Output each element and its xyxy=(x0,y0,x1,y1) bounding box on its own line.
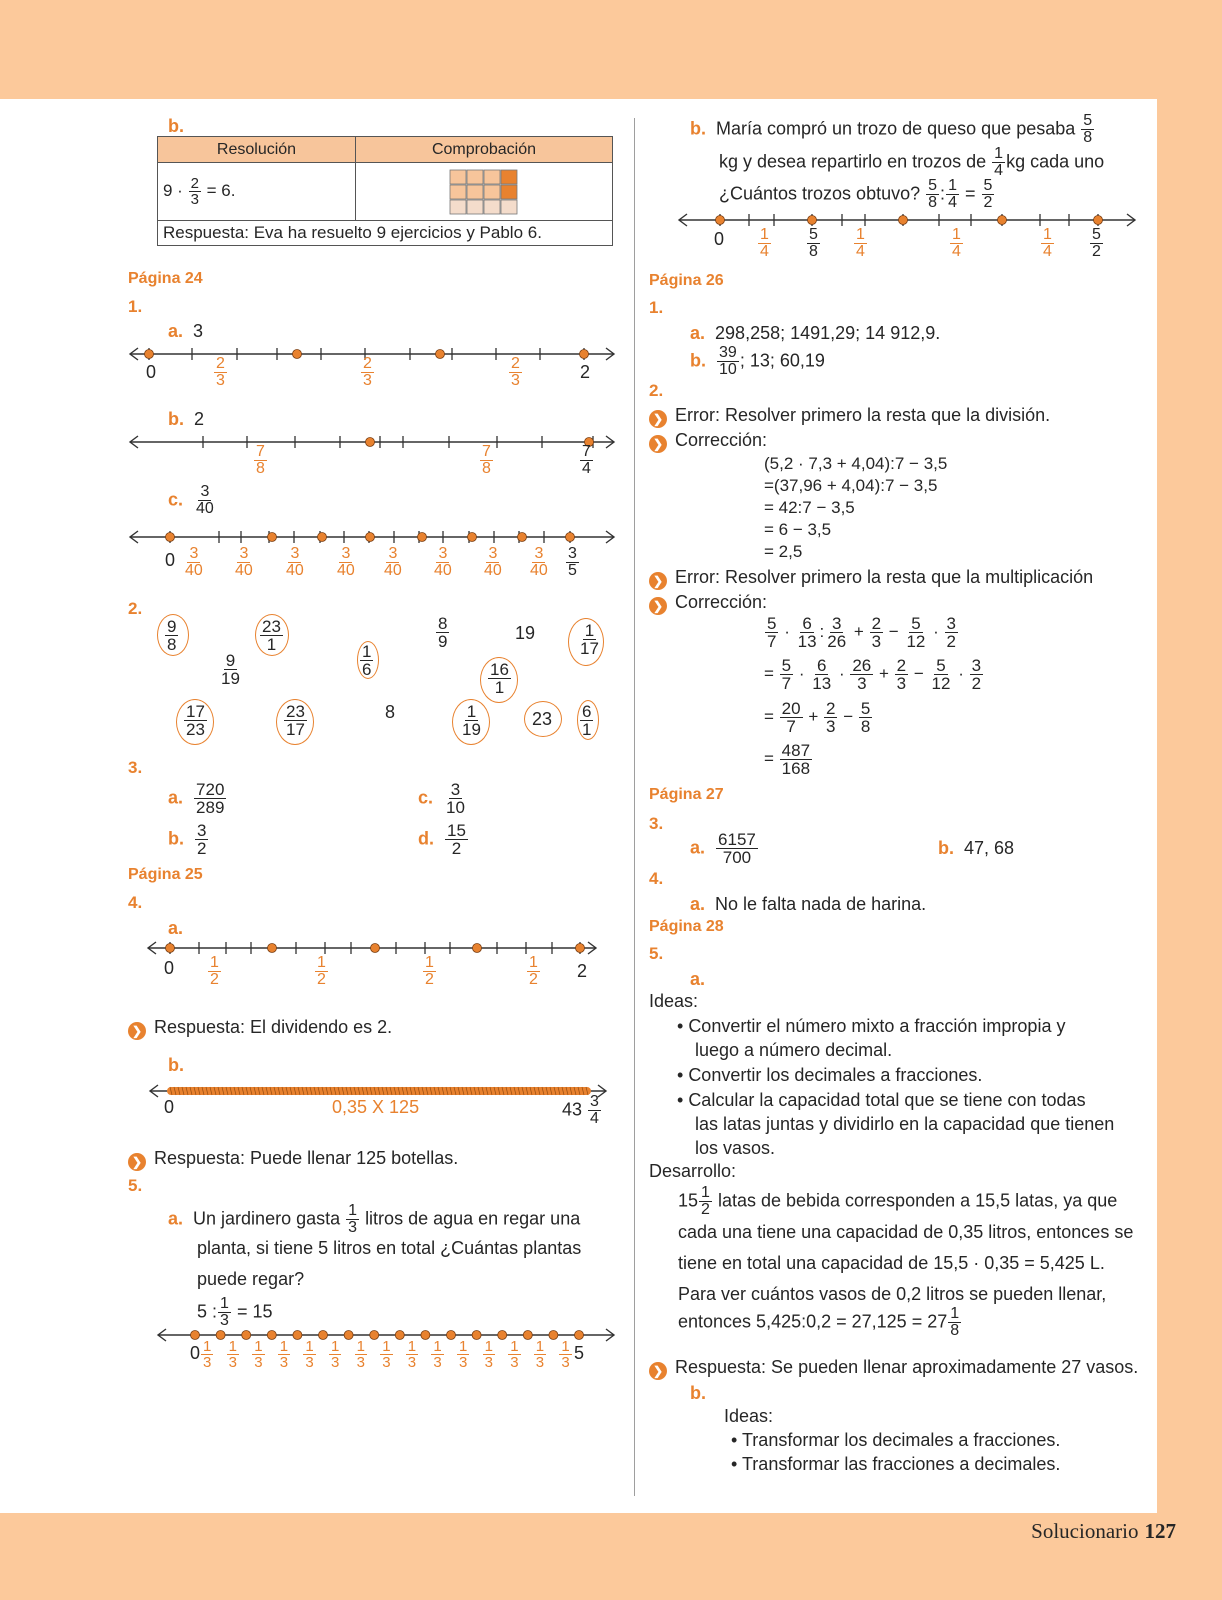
grid-cell xyxy=(501,185,517,199)
tick-fraction: $\frac{1}{3}$ xyxy=(279,1338,289,1371)
point-marker xyxy=(166,944,175,953)
problem-5a-line3: puede regar? xyxy=(197,1269,305,1289)
exercise-number: 5. xyxy=(128,1176,143,1195)
point-marker xyxy=(319,1331,328,1340)
tick-fraction: $\frac{3}{40}$ xyxy=(185,545,203,579)
fraction: $\frac{9}{19}$ xyxy=(221,651,240,688)
point-marker xyxy=(716,216,725,225)
table-answer: Respuesta: Eva ha resuelto 9 ejercicios y Pablo 6. xyxy=(158,221,613,246)
point-marker xyxy=(395,1331,404,1340)
item-b: b. 2 xyxy=(168,409,205,429)
expression-line: = $\frac{20}{7}$ + $\frac{2}{3}$ − $\frac{5}{8}$ xyxy=(764,699,871,736)
tick-fraction: $\frac{1}{2}$ xyxy=(210,954,219,988)
equation-5a: 5 : $\frac{1}{3}$ = 15 xyxy=(197,1295,273,1329)
problem-b-line2: kg y desea repartirlo en trozos de $\frac{1}{4}$ kg cada uno xyxy=(719,145,1105,179)
bullet-item-cont: las latas juntas y dividirlo en la capacidad que tienen xyxy=(695,1114,1115,1134)
arrow-bullet-icon: ❯ xyxy=(649,572,667,590)
point-marker xyxy=(268,533,277,542)
point-marker xyxy=(447,1331,456,1340)
section-label: Ideas: xyxy=(724,1406,774,1426)
answer-3a: a. $\frac{6157}{700}$ xyxy=(690,830,756,867)
point-marker xyxy=(344,1331,353,1340)
calc-line: = 6 − 3,5 xyxy=(764,520,832,539)
tick-fraction: $\frac{1}{3}$ xyxy=(510,1338,519,1371)
bullet-item-cont: los vasos. xyxy=(695,1138,776,1158)
development-line: cada una tiene una capacidad de 0,35 litros, entonces se xyxy=(678,1222,1134,1242)
point-marker xyxy=(191,1331,200,1340)
tick-fraction: $\frac{1}{3}$ xyxy=(484,1338,493,1371)
development-line: Para ver cuántos vasos de 0,2 litros se pueden llenar, xyxy=(678,1284,1107,1304)
point-marker xyxy=(473,944,482,953)
number: 19 xyxy=(515,623,536,643)
problem-5a-line2: planta, si tiene 5 litros en total ¿Cuántas plantas xyxy=(197,1238,582,1258)
tick-mixed-number: 43 $\frac{3}{4}$ xyxy=(562,1093,599,1127)
tick-fraction: $\frac{1}{3}$ xyxy=(305,1338,314,1371)
tick-fraction: $\frac{1}{4}$ xyxy=(856,226,865,260)
resolution-cell: 9 · $\frac{2}{3}$ = 6. xyxy=(158,163,356,221)
tick-fraction: $\frac{1}{3}$ xyxy=(203,1338,212,1371)
number-line-rb xyxy=(0,208,1222,238)
fraction: $\frac{23}{1}$ xyxy=(262,617,281,654)
tick-fraction: $\frac{2}{3}$ xyxy=(216,355,225,389)
tick-fraction: $\frac{5}{2}$ xyxy=(1092,226,1101,260)
point-marker xyxy=(318,533,327,542)
item-label: b. xyxy=(168,116,184,136)
tick-label: 0 xyxy=(190,1343,201,1363)
item-label: a. xyxy=(690,969,706,989)
bullet-item-cont: luego a número decimal. xyxy=(695,1040,893,1060)
page-number: 127 xyxy=(1144,1519,1176,1543)
problem-b-line3: ¿Cuántos trozos obtuvo? $\frac{5}{8}$ : $\frac{1}{4}$ = $\frac{5}{2}$ xyxy=(719,177,993,211)
fraction: $\frac{16}{1}$ xyxy=(490,660,509,697)
fraction: $\frac{1}{6}$ xyxy=(362,642,372,679)
answer-3b: b. $\frac{3}{2}$ xyxy=(168,821,207,858)
development-line: 15 $\frac{1}{2}$ latas de bebida corresponden a 15,5 latas, ya que xyxy=(678,1184,1118,1218)
page-ref-28: Página 28 xyxy=(649,918,724,935)
arrow-bullet-icon: ❯ xyxy=(649,1362,667,1380)
tick-label: 2 xyxy=(580,362,591,382)
tick-fraction: $\frac{1}{2}$ xyxy=(317,954,326,988)
page-ref-25: Página 25 xyxy=(128,866,203,883)
line-annotation: 0,35 X 125 xyxy=(332,1097,420,1117)
answer-line: ❯ Respuesta: El dividendo es 2. xyxy=(128,1016,392,1040)
point-marker xyxy=(575,1331,584,1340)
expression-line: = $\frac{487}{168}$ xyxy=(764,741,811,778)
point-marker xyxy=(421,1331,430,1340)
arrow-bullet-icon: ❯ xyxy=(649,597,667,615)
tick-label: 0 xyxy=(165,550,176,570)
tick-label: 0 xyxy=(164,1097,175,1117)
item-a: a. 3 xyxy=(168,321,204,341)
error-line: ❯ Error: Resolver primero la resta que la multiplicación xyxy=(649,566,1093,590)
grid-cell xyxy=(450,185,466,199)
tick-fraction: $\frac{3}{40}$ xyxy=(286,545,304,579)
tick-fraction: $\frac{1}{3}$ xyxy=(459,1338,468,1371)
point-marker xyxy=(580,350,589,359)
point-marker xyxy=(549,1331,558,1340)
exercise-number: 1. xyxy=(649,298,664,317)
answer-4a: a. No le falta nada de harina. xyxy=(690,894,927,914)
bullet-item: • Convertir el número mixto a fracción impropia y xyxy=(677,1016,1066,1036)
grid-cell xyxy=(467,170,483,184)
tick-fraction: $\frac{1}{4}$ xyxy=(1043,226,1052,260)
expression-line: $\frac{5}{7}$ · $\frac{6}{13}$ : $\frac{3}{26}$ + $\frac{2}{3}$ − $\frac{5}{12}$ · $\frac{3}{2}$ xyxy=(767,614,956,651)
number: 23 xyxy=(532,709,553,729)
calc-line: = 42:7 − 3,5 xyxy=(764,498,855,517)
item-label: b. xyxy=(690,1383,706,1403)
page-footer xyxy=(1031,1519,1176,1544)
footer-label: Solucionario xyxy=(1031,1519,1139,1543)
point-marker xyxy=(1094,216,1103,225)
number: 8 xyxy=(385,702,396,722)
tick-label: 0 xyxy=(146,362,157,382)
fraction: $\frac{6}{1}$ xyxy=(582,702,592,739)
tick-fraction: $\frac{1}{3}$ xyxy=(382,1338,391,1371)
point-marker xyxy=(216,1331,225,1340)
grid-cell xyxy=(484,185,500,199)
point-marker xyxy=(366,533,375,542)
fraction: $\frac{1}{19}$ xyxy=(462,702,481,739)
correction-line: ❯ Corrección: xyxy=(649,591,767,615)
bullet-item: • Convertir los decimales a fracciones. xyxy=(677,1065,983,1085)
tick-label: 0 xyxy=(164,958,175,978)
answer-1b: b. $\frac{39}{10}$ ; 13; 60,19 xyxy=(690,344,825,378)
point-marker xyxy=(436,350,445,359)
exercise-number: 1. xyxy=(128,297,143,316)
point-marker xyxy=(523,1331,532,1340)
point-marker xyxy=(145,350,154,359)
calc-line: =(37,96 + 4,04):7 − 3,5 xyxy=(764,476,938,495)
point-marker xyxy=(808,216,817,225)
answer-3d: d. $\frac{15}{2}$ xyxy=(418,821,466,858)
point-marker xyxy=(293,350,302,359)
fraction: $\frac{23}{17}$ xyxy=(286,702,305,739)
tick-fraction: $\frac{3}{40}$ xyxy=(337,545,355,579)
tick-fraction: $\frac{1}{3}$ xyxy=(561,1338,570,1371)
point-marker xyxy=(498,1331,507,1340)
development-line: entonces 5,425:0,2 = 27,125 = 27 $\frac{1}{8}$ xyxy=(678,1305,960,1339)
tick-fraction: $\frac{3}{5}$ xyxy=(568,545,577,579)
tick-fraction: $\frac{1}{3}$ xyxy=(228,1338,237,1371)
tick-fraction: $\frac{2}{3}$ xyxy=(363,355,372,389)
page-ref-26: Página 26 xyxy=(649,272,724,289)
bullet-item: • Transformar las fracciones a decimales. xyxy=(731,1454,1061,1474)
exercise-number: 2. xyxy=(128,599,143,618)
point-marker xyxy=(370,1331,379,1340)
answer-line: ❯ Respuesta: Se pueden llenar aproximadamente 27 vasos. xyxy=(649,1356,1138,1380)
point-marker xyxy=(166,533,175,542)
tick-fraction: $\frac{7}{4}$ xyxy=(582,443,591,477)
tick-fraction: $\frac{1}{4}$ xyxy=(760,226,769,260)
point-marker xyxy=(998,216,1007,225)
column-divider xyxy=(634,118,635,1496)
exercise-number: 4. xyxy=(128,893,143,912)
tick-fraction: $\frac{3}{40}$ xyxy=(530,545,548,579)
number-line-1a xyxy=(0,337,1222,377)
grid-cell xyxy=(450,170,466,184)
exercise-number: 3. xyxy=(649,814,664,833)
arrow-bullet-icon: ❯ xyxy=(649,435,667,453)
point-marker xyxy=(566,533,575,542)
tick-fraction: $\frac{3}{40}$ xyxy=(434,545,452,579)
number-line-5a xyxy=(0,1323,1222,1353)
number-line-4a xyxy=(0,931,1222,971)
section-label: Desarrollo: xyxy=(649,1161,737,1181)
exercise-number: 2. xyxy=(649,381,664,400)
point-marker xyxy=(576,944,585,953)
tick-label: 2 xyxy=(577,961,588,981)
tick-fraction: $\frac{3}{40}$ xyxy=(384,545,402,579)
fraction: $\frac{9}{8}$ xyxy=(167,617,177,654)
expression-line: = $\frac{5}{7}$ · $\frac{6}{13}$ · $\frac{26}{3}$ + $\frac{2}{3}$ − $\frac{5}{12}$ · $\frac{3}{2}$ xyxy=(764,656,982,693)
arrow-bullet-icon: ❯ xyxy=(128,1022,146,1040)
problem-b-line1: b. María compró un trozo de queso que pesaba $\frac{5}{8}$ xyxy=(690,112,1093,146)
tick-fraction: $\frac{7}{8}$ xyxy=(482,443,491,477)
point-marker xyxy=(242,1331,251,1340)
point-marker xyxy=(293,1331,302,1340)
calc-line: (5,2 · 7,3 + 4,04):7 − 3,5 xyxy=(764,454,948,473)
page-ref-24: Página 24 xyxy=(128,270,203,287)
tick-fraction: $\frac{1}{3}$ xyxy=(407,1338,417,1371)
point-marker xyxy=(366,438,375,447)
tick-label: 0 xyxy=(714,229,725,249)
item-c: c. $\frac{3}{40}$ xyxy=(168,483,214,517)
tick-fraction: $\frac{1}{3}$ xyxy=(331,1338,340,1371)
calc-line: = 2,5 xyxy=(764,542,803,561)
fraction: $\frac{1}{17}$ xyxy=(580,621,599,658)
answer-3a: a. $\frac{720}{289}$ xyxy=(168,780,225,817)
tick-fraction: $\frac{5}{8}$ xyxy=(809,226,818,260)
answer-line: ❯ Respuesta: Puede llenar 125 botellas. xyxy=(128,1147,458,1171)
answer-1a: a. 298,258; 1491,29; 14 912,9. xyxy=(690,323,941,343)
tick-fraction: $\frac{1}{2}$ xyxy=(425,954,434,988)
answer-3b: b. 47, 68 xyxy=(938,838,1015,858)
arrow-bullet-icon: ❯ xyxy=(128,1153,146,1171)
correction-line: ❯ Corrección: xyxy=(649,429,767,453)
page-ref-27: Página 27 xyxy=(649,786,724,803)
exercise-number: 3. xyxy=(128,758,143,777)
point-marker xyxy=(899,216,908,225)
tick-fraction: $\frac{1}{3}$ xyxy=(535,1338,545,1371)
exercise-number: 4. xyxy=(649,869,664,888)
tick-fraction: $\frac{3}{40}$ xyxy=(235,545,253,579)
point-marker xyxy=(267,1331,276,1340)
point-marker xyxy=(518,533,527,542)
table-header-check: Comprobación xyxy=(356,137,613,163)
section-label: Ideas: xyxy=(649,991,699,1011)
point-marker xyxy=(371,944,380,953)
tick-fraction: $\frac{1}{3}$ xyxy=(254,1338,263,1371)
fraction: $\frac{8}{9}$ xyxy=(438,614,448,651)
grid-cell xyxy=(501,170,517,184)
number-line-1b xyxy=(0,425,1222,465)
point-marker xyxy=(468,533,477,542)
error-line: ❯ Error: Resolver primero la resta que la división. xyxy=(649,404,1050,428)
bullet-item: • Calcular la capacidad total que se tiene con todas xyxy=(677,1090,1086,1110)
development-line: tiene en total una capacidad de 15,5 · 0,35 = 5,425 L. xyxy=(678,1253,1105,1273)
point-marker xyxy=(418,533,427,542)
table-header-resolution: Resolución xyxy=(158,137,356,163)
grid-cell xyxy=(484,170,500,184)
item-label: b. xyxy=(168,1055,184,1075)
tick-fraction: $\frac{7}{8}$ xyxy=(256,443,265,477)
tick-fraction: $\frac{1}{3}$ xyxy=(433,1338,442,1371)
tick-fraction: $\frac{1}{3}$ xyxy=(356,1338,365,1371)
tick-fraction: $\frac{1}{4}$ xyxy=(952,226,961,260)
exercise-number: 5. xyxy=(649,944,664,963)
point-marker xyxy=(472,1331,481,1340)
bullet-item: • Transformar los decimales a fracciones. xyxy=(731,1430,1061,1450)
grid-cell xyxy=(467,185,483,199)
tick-fraction: $\frac{1}{2}$ xyxy=(529,954,538,988)
tick-fraction: $\frac{2}{3}$ xyxy=(511,355,520,389)
point-marker xyxy=(268,944,277,953)
tick-label: 5 xyxy=(574,1343,585,1363)
item-label: a. xyxy=(168,918,184,938)
arrow-bullet-icon: ❯ xyxy=(649,410,667,428)
fraction: $\frac{17}{23}$ xyxy=(186,702,205,739)
problem-5a-line1: a. Un jardinero gasta $\frac{1}{3}$ litros de agua en regar una xyxy=(168,1202,581,1236)
tick-fraction: $\frac{3}{40}$ xyxy=(484,545,502,579)
answer-3c: c. $\frac{3}{10}$ xyxy=(418,780,465,817)
